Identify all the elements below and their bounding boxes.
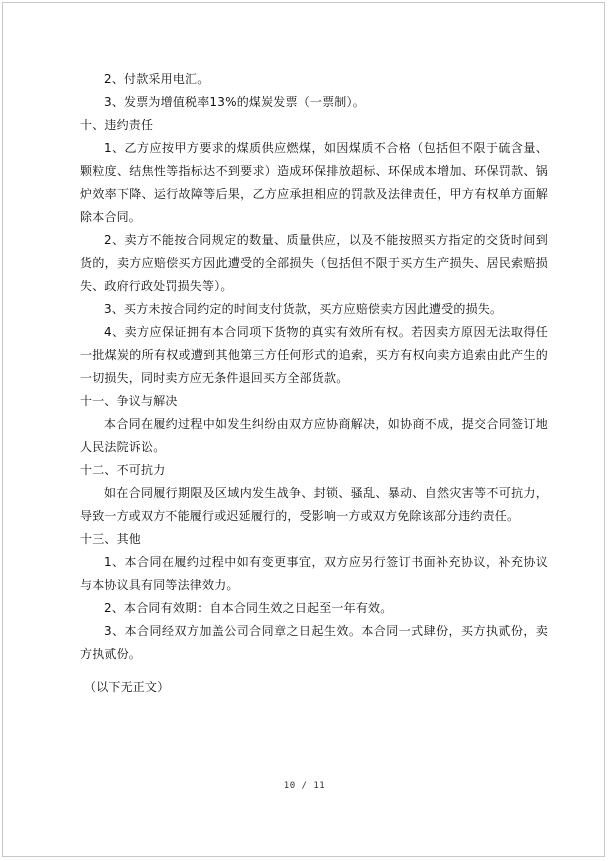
end-of-text-note: （以下无正文） bbox=[84, 680, 170, 694]
payment-method-item: 2、付款采用电汇。 bbox=[104, 72, 210, 86]
section-heading-other: 十三、其他 bbox=[80, 532, 142, 546]
other-item-1: 1、本合同在履约过程中如有变更事宜，双方应另行签订书面补充协议，补充协议与本协议具有同等法律效力。 bbox=[80, 555, 548, 592]
force-majeure-paragraph: 如在合同履行期限及区域内发生战争、封锁、骚乱、暴动、自然灾害等不可抗力，导致一方或双方不能履行或迟延履行的，受影响一方或双方免除该部分违约责任。 bbox=[80, 486, 548, 523]
other-item-2: 2、本合同有效期：自本合同生效之日起至一年有效。 bbox=[104, 601, 393, 615]
section-heading-force-majeure: 十二、不可抗力 bbox=[80, 463, 166, 477]
section-heading-breach: 十、违约责任 bbox=[80, 118, 154, 132]
section-heading-dispute: 十一、争议与解决 bbox=[80, 394, 178, 408]
breach-item-2: 2、卖方不能按合同规定的数量、质量供应，以及不能按照买方指定的交货时间到货的，卖方应赔偿买方因此遭受的全部损失（包括但不限于买方生产损失、居民索赔损失、政府行政处罚损失等）。 bbox=[80, 233, 548, 293]
breach-item-1: 1、乙方应按甲方要求的煤质供应燃煤，如因煤质不合格（包括但不限于硫含量、颗粒度、结焦性等指标达不到要求）造成环保排放超标、环保成本增加、环保罚款、锅炉效率下降、运行故障等后果，乙方应承担相应的罚款及法律责任，甲方有权单方面解除本合同。 bbox=[80, 141, 548, 224]
invoice-item: 3、发票为增值税率13%的煤炭发票（一票制）。 bbox=[104, 95, 365, 109]
breach-item-4: 4、卖方应保证拥有本合同项下货物的真实有效所有权。若因卖方原因无法取得任一批煤炭的所有权或遭到其他第三方任何形式的追索，买方有权向卖方追索由此产生的一切损失，同时卖方应无条件退回买方全部货款。 bbox=[80, 325, 548, 385]
page-number: 10 / 11 bbox=[283, 781, 326, 791]
dispute-paragraph: 本合同在履约过程中如发生纠纷由双方应协商解决，如协商不成，提交合同签订地人民法院诉讼。 bbox=[80, 417, 548, 454]
document-body bbox=[80, 68, 548, 699]
breach-item-3: 3、买方未按合同约定的时间支付货款，买方应赔偿卖方因此遭受的损失。 bbox=[104, 302, 503, 316]
other-item-3: 3、本合同经双方加盖公司合同章之日起生效。本合同一式肆份，买方执贰份，卖方执贰份。 bbox=[80, 624, 548, 661]
